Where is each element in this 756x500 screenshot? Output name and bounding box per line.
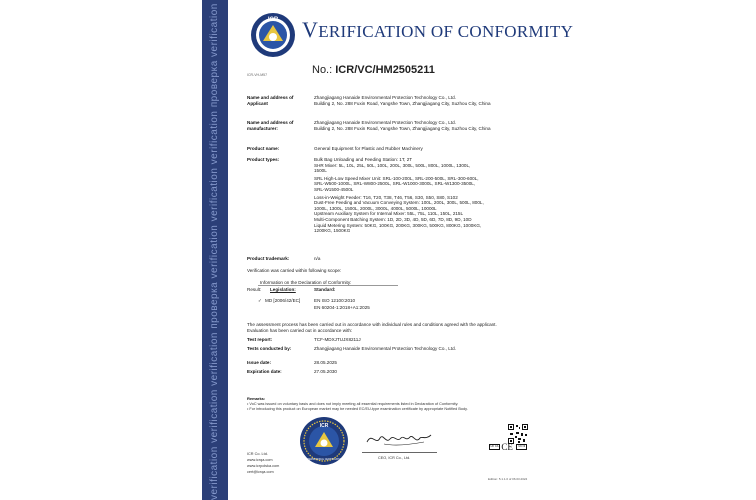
company-website-pl: www.icrpolska.com xyxy=(247,464,280,468)
standard-label: Standard: xyxy=(314,287,336,292)
side-band xyxy=(202,0,228,500)
signature-line xyxy=(362,452,437,453)
ceo-signature xyxy=(364,428,434,450)
issue-date-value: 28.05.2025 xyxy=(314,360,337,365)
product-type-line: 1200KG, 1500KG xyxy=(314,228,351,234)
manufacturer-address: Building 2, No. 288 Fuxin Road, Yangshe Town, Zhangjiagang City, Suzhou City, China xyxy=(314,125,491,131)
product-type-line: Dust-Free Feeding and Vacuum Conveying System: 100L, 200L, 300L, 500L, 800L, xyxy=(314,200,484,206)
product-name-value: General Equipment for Plastic and Rubber Machinery xyxy=(314,146,423,151)
cert-number: ICR/VC/HM2505211 xyxy=(335,64,435,76)
company-name: ICR Co. Ltd. xyxy=(247,452,268,456)
product-type-line: 1000L, 1300L, 1500L, 2000L, 3000L, 4000L, 5000L, 10000L xyxy=(314,205,437,211)
tests-conducted-label: Tests conducted by: xyxy=(247,346,292,351)
product-name-label: Product name: xyxy=(247,146,280,151)
result-label: Result: xyxy=(247,287,262,292)
product-type-line: SHR Mixer: 5L, 10L, 25L, 50L, 100L, 200L, 300L, 500L, 800L, 1000L, 1300L, xyxy=(314,162,471,168)
product-type-line: Multi-Component Batching System: 1D, 2D, 3D, 4D, 5D, 6D, 7D, 8D, 9D, 10D xyxy=(314,216,472,222)
certificate-page xyxy=(202,0,574,500)
product-types-list xyxy=(314,157,544,234)
tests-conducted-value: Zhangjiagang Hanaide Environmental Protection Technology Co., Ltd. xyxy=(314,346,456,351)
assessment-line: The assessment process has been carried out in accordance with individual rules and conditions agreed with the applicant. xyxy=(247,322,497,327)
assessment-line: Evaluation has been carried out in accordance with: xyxy=(247,328,353,333)
product-type-line: Liquid Metering System: 50KG, 100KG, 200KG, 300KG, 500KG, 800KG, 1000KG, xyxy=(314,222,482,228)
issue-date-label: Issue date: xyxy=(247,360,271,365)
trademark-value: n/a xyxy=(314,256,321,261)
trademark-label: Product trademark: xyxy=(247,256,290,261)
product-type-line: Bulk Bag Unloading and Feeding Station: 1T, 2T xyxy=(314,157,413,162)
reference-id: ICR-VH-M57 xyxy=(247,73,268,77)
test-report-value: TCF-MDXJTUJX8211J xyxy=(314,337,361,342)
product-type-line: Upstream Auxiliary System for Internal Mixer: 55L, 75L, 110L, 150L, 215L xyxy=(314,211,464,217)
product-types-label: Product types: xyxy=(247,157,280,162)
applicant-label: Name and address of Applicant xyxy=(247,95,294,106)
applicant-address: Building 2, No. 288 Fuxin Road, Yangshe Town, Zhangjiagang City, Suzhou City, China xyxy=(314,100,491,106)
title-rest: ERIFICATION OF CONFORMITY xyxy=(318,22,574,41)
product-type-line: SRL High-Low Speed Mixer Unit: SRL-100-200L, SRL-200-500L, SRL-300-600L, xyxy=(314,175,479,181)
expiration-date-value: 27.05.2030 xyxy=(314,369,337,374)
company-website: www.icrqa.com xyxy=(247,458,273,462)
product-type-line: SRL-W500-1000L, SRL-W800-2500L, SRL-W1000-3000L, SRL-W1300-3500L, xyxy=(314,181,476,187)
certificate-number xyxy=(312,64,435,76)
applicant-value xyxy=(314,95,544,106)
cert-prefix: No.: xyxy=(312,64,333,76)
seal-ring-text: INTERNATIONAL CERTIFICATION xyxy=(305,458,343,461)
ukni-mark: UK NI xyxy=(516,444,527,450)
product-type-line: 1500L xyxy=(314,168,327,174)
title-initial: V xyxy=(302,17,319,42)
company-email: cert@icrqa.com xyxy=(247,470,274,474)
product-type-line: Loss-in-Weight Feeder: T16, T20, T38, T46, T56, S30, S50, S80, S102 xyxy=(314,194,458,200)
manufacturer-label: Name and address of manufacturer: xyxy=(247,120,294,131)
scope-header: Information on the Declaration of Conformity: xyxy=(260,280,352,285)
scope-divider xyxy=(258,285,398,286)
qr-code xyxy=(508,424,528,444)
legislation-value: MD [2006/42/EC] xyxy=(265,298,301,303)
manufacturer-name: Zhangjiagang Hanaide Environmental Protection Technology Co., Ltd. xyxy=(314,120,456,125)
document-title xyxy=(302,17,573,43)
manufacturer-value xyxy=(314,120,544,131)
ukca-mark: UK CA xyxy=(490,445,499,449)
seal-top-text: ICR xyxy=(319,423,329,429)
side-band-text: verification verification verification проверка verification verification verification проверка verification xyxy=(209,3,220,500)
test-report-label: Test report: xyxy=(247,337,273,342)
applicant-name: Zhangjiagang Hanaide Environmental Protection Technology Co., Ltd. xyxy=(314,95,456,100)
check-mark-icon: ✓ xyxy=(258,298,262,303)
edition-text: Edition: 5.1.1.0 of 06.03.2024 xyxy=(488,477,528,481)
icr-seal xyxy=(299,416,349,466)
ce-mark: CE xyxy=(501,442,513,452)
remark-line: • For introducing this product on European market may be needed EC/EU-type examination certificate by appropriate Notified Body. xyxy=(247,407,468,411)
icr-logo xyxy=(248,11,298,59)
logo-text: ICR xyxy=(267,17,279,23)
standard-value: EN ISO 12100:2010 xyxy=(314,298,356,303)
standard-value: EN 60204-1:2018+A1:2025 xyxy=(314,305,370,310)
conformity-marks xyxy=(489,442,527,452)
expiration-date-label: Expiration date: xyxy=(247,369,282,374)
legislation-label: Legislation: xyxy=(270,287,296,292)
remarks-label: Remarks: xyxy=(247,396,266,401)
scope-intro: Verification was carried within following scope: xyxy=(247,268,342,273)
signature-caption: CEO, ICR Co., Ltd. xyxy=(378,456,411,460)
remark-line: • VoC was issued on voluntary basis and does not imply meeting all essential requirements listed in Declaration of Conformity. xyxy=(247,402,459,406)
product-type-line: SRL-W1500-4500L xyxy=(314,186,354,192)
